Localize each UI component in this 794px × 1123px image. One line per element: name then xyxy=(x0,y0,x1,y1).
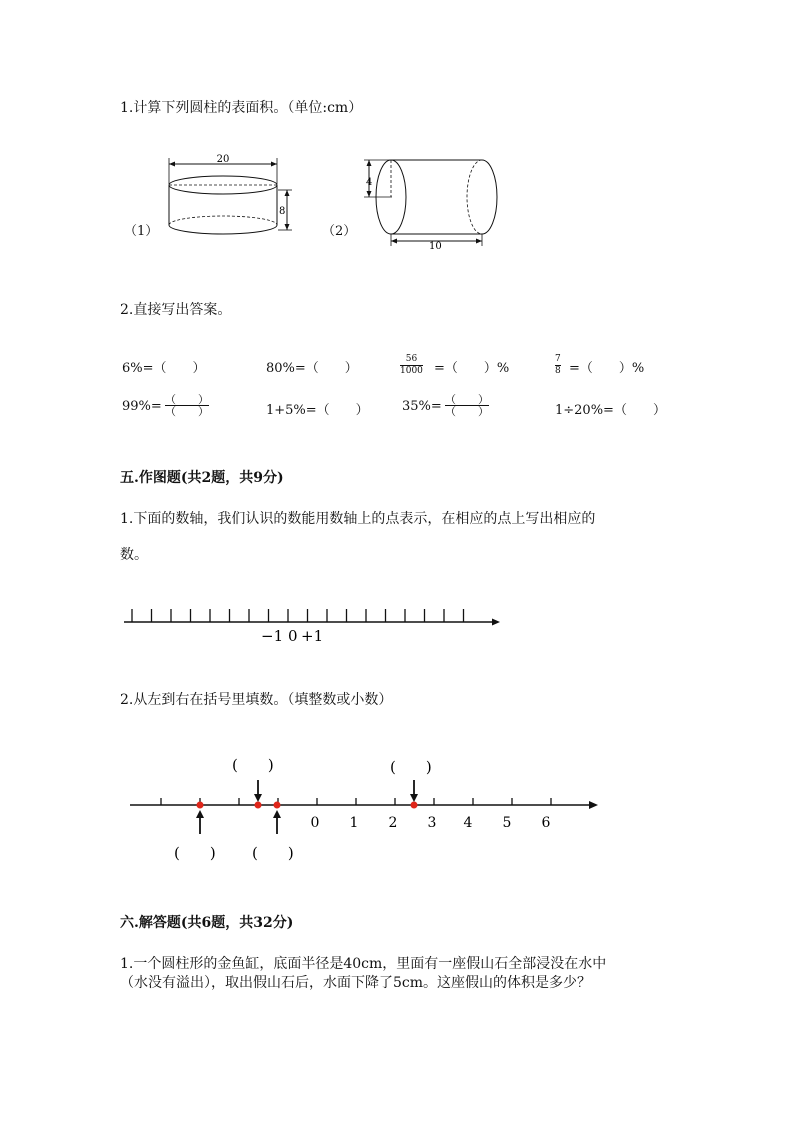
calc-r1-b: 80%=（ ） xyxy=(266,361,358,376)
axis2-tick-2: 2 xyxy=(388,815,398,831)
calc-r2-a-prefix: 99%= xyxy=(122,399,162,414)
fraction-numerator: （ ） xyxy=(165,393,209,406)
point-a xyxy=(197,802,204,809)
fraction-numerator: 56 xyxy=(405,354,418,364)
fraction-denominator: （ ） xyxy=(165,405,209,418)
section-5-title: 五.作图题(共2题，共9分) xyxy=(120,470,284,486)
sec6-q1-line2: （水没有溢出），取出假山石后，水面下降了5cm。这座假山的体积是多少？ xyxy=(120,975,592,991)
fig1-diameter: 20 xyxy=(216,154,230,165)
point-c xyxy=(274,802,281,809)
blank-below-a: ( ) xyxy=(174,844,216,862)
fig2-length: 10 xyxy=(429,241,442,252)
fig2-label: （2） xyxy=(322,224,357,239)
number-line-1 xyxy=(118,605,508,645)
sec5-q1-line2: 数。 xyxy=(120,547,148,563)
calc-r2-d: 1÷20%=（ ） xyxy=(555,403,666,418)
sec5-q2-text: 2.从左到右在括号里填数。（填整数或小数） xyxy=(120,692,393,708)
number-line-2 xyxy=(124,752,608,867)
axis2-tick-3: 3 xyxy=(427,815,437,831)
sec6-q1-line1: 1.一个圆柱形的金鱼缸，底面半径是40cm，里面有一座假山石全部浸没在水中 xyxy=(120,956,607,972)
sec5-q1-line1: 1.下面的数轴，我们认识的数能用数轴上的点表示，在相应的点上写出相应的 xyxy=(120,511,596,527)
calc-r2-b: 1+5%=（ ） xyxy=(266,403,369,418)
cylinder-figure-2 xyxy=(362,152,512,252)
calc-r1-c: =（ ）% xyxy=(434,361,510,376)
fraction-56-1000 xyxy=(400,354,423,377)
blank-above-b: ( ) xyxy=(232,756,274,774)
fraction-numerator: 7 xyxy=(555,354,561,364)
fraction-denominator: 1000 xyxy=(400,366,423,376)
axis2-tick-6: 6 xyxy=(541,815,551,831)
point-b xyxy=(255,802,262,809)
axis2-tick-1: 1 xyxy=(349,815,359,831)
calc-r2-c-prefix: 35%= xyxy=(402,399,442,414)
calc-r1-d: =（ ）% xyxy=(569,361,645,376)
axis1-label-minus1: −1 xyxy=(261,627,284,645)
fraction-numerator: （ ） xyxy=(445,393,489,406)
calc-r1-a: 6%=（ ） xyxy=(122,361,206,376)
section-6-title: 六.解答题(共6题，共32分) xyxy=(120,915,294,931)
point-d xyxy=(411,802,418,809)
cylinder-figure-1 xyxy=(160,152,300,252)
q1-text: 1.计算下列圆柱的表面积。（单位:cm） xyxy=(120,100,363,116)
axis1-label-0: 0 xyxy=(288,627,298,645)
fig1-label: （1） xyxy=(124,224,159,239)
q2-text: 2.直接写出答案。 xyxy=(120,302,232,318)
fraction-denominator: （ ） xyxy=(445,405,489,418)
axis2-tick-4: 4 xyxy=(463,815,473,831)
axis2-tick-0: 0 xyxy=(310,815,320,831)
fig2-diameter: 4 xyxy=(366,177,373,188)
fraction-denominator: 8 xyxy=(555,366,561,376)
fraction-blank-2 xyxy=(445,394,489,417)
axis2-tick-5: 5 xyxy=(502,815,512,831)
fraction-7-8 xyxy=(555,354,561,377)
blank-above-d: ( ) xyxy=(390,758,432,776)
fig1-height: 8 xyxy=(279,206,286,217)
blank-below-c: ( ) xyxy=(252,844,294,862)
axis1-label-plus1: +1 xyxy=(301,627,324,645)
fraction-blank-1 xyxy=(165,394,209,417)
